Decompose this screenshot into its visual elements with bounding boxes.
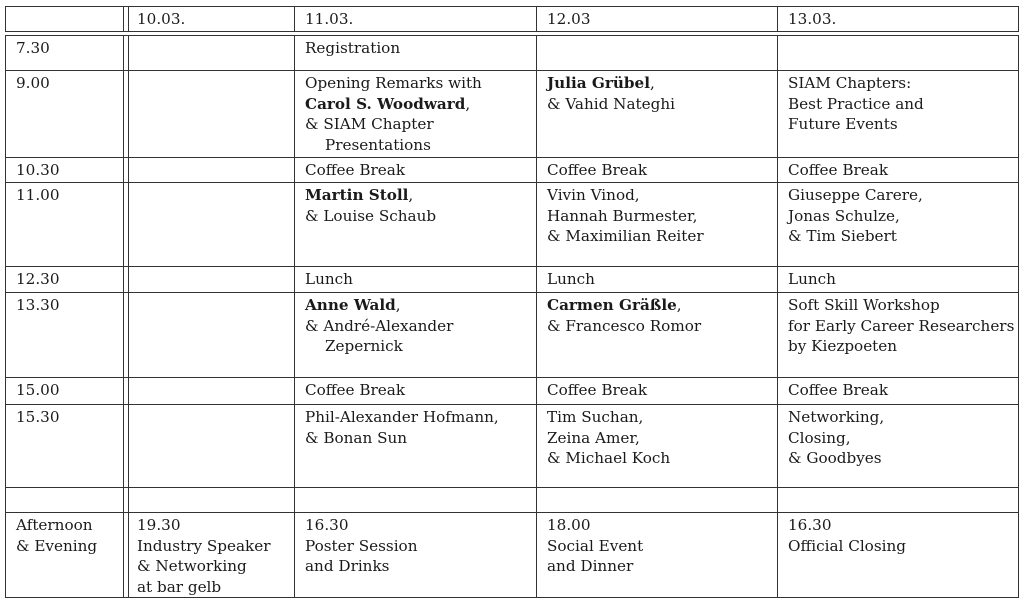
cell-text-content: Coffee Break [305,381,406,399]
session-cell [547,267,595,290]
cell-text [305,515,417,536]
session-cell [547,183,704,247]
cell-text [547,160,647,181]
cell-text [305,336,453,357]
cell-text [547,407,670,428]
session-cell [305,158,405,181]
cell-text [305,380,405,401]
time-cell [16,267,59,290]
cell-text [547,448,670,469]
cell-text: 10.03. [137,10,186,28]
cell-text [788,407,884,428]
punctuation: , [465,94,471,113]
session-cell [788,71,924,135]
cell-text [305,73,482,94]
cell-text: 7.30 [16,39,50,57]
cell-text [547,206,704,227]
cell-text [137,577,270,598]
cell-text [547,94,675,115]
cell-text: 11.00 [16,186,60,204]
cell-text [305,407,499,428]
punctuation: , [676,296,682,314]
cell-text-content: 19.30 [137,516,181,534]
cell-text [547,515,643,536]
day-header [305,7,353,30]
session-cell [305,183,436,226]
cell-text-content: Opening Remarks with [305,74,482,92]
time-cell [16,405,59,428]
session-cell [547,513,643,577]
cell-text: 13.03. [788,10,837,28]
cell-text-content: Lunch [305,270,353,288]
punctuation: , [408,186,414,204]
cell-text [788,226,923,247]
session-cell [305,513,417,577]
cell-text [547,536,643,557]
cell-text [788,428,884,449]
cell-text-content: and Dinner [547,557,634,576]
cell-text-content: and Drinks [305,557,390,576]
cell-text [547,428,670,449]
time-cell [16,71,50,94]
day-header [547,7,590,30]
cell-text [305,160,405,181]
session-cell [788,293,1014,357]
cell-text-content: Hannah Burmester, [547,206,698,225]
cell-text-content: Coffee Break [547,381,648,399]
cell-text [788,515,906,536]
cell-text-content: by Kiezpoeten [788,337,898,356]
speaker-name-line [547,295,701,316]
cell-text-content: Tim Suchan, [547,408,644,426]
table-rule [123,6,124,32]
session-cell [305,71,482,156]
cell-text-content: at bar gelb [137,578,222,597]
cell-text-content: 16.30 [788,516,832,534]
session-cell [305,378,405,401]
cell-text [788,114,924,135]
cell-text [547,316,701,337]
table-rule [777,35,778,598]
cell-text [547,185,704,206]
session-cell [788,158,888,181]
cell-text-content: Future Events [788,115,898,134]
cell-text-content: Soft Skill Workshop [788,296,940,314]
cell-text [305,556,417,577]
table-rule [5,31,1019,32]
session-cell [305,36,400,59]
session-cell [547,405,670,469]
cell-text-content: & Bonan Sun [305,428,408,447]
cell-text-content: & André-Alexander [305,316,454,335]
session-cell [788,183,923,247]
table-rule [294,6,295,32]
cell-text: 12.30 [16,270,60,288]
punctuation: , [395,296,401,314]
speaker-name: Carol S. Woodward [305,94,466,113]
time-cell [16,158,59,181]
cell-text-content: Registration [305,39,401,57]
session-cell [305,293,453,357]
session-cell [788,378,888,401]
cell-text-content: & Francesco Romor [547,316,702,335]
cell-text-content: Zepernick [325,337,403,356]
session-cell [547,293,701,336]
cell-text [788,380,888,401]
cell-text-content: & Goodbyes [788,449,882,468]
table-rule [1018,6,1019,32]
session-cell [137,513,270,598]
cell-text: 12.03 [547,10,591,28]
session-cell [305,405,499,448]
table-rule [5,6,6,32]
cell-text [305,114,482,135]
session-cell [788,405,884,469]
cell-text [788,448,884,469]
speaker-name-line [305,94,482,115]
cell-text-content: & Vahid Nateghi [547,94,675,113]
cell-text [305,38,400,59]
cell-text-content: Presentations [325,136,431,155]
cell-text [305,206,436,227]
cell-text [305,428,499,449]
cell-text-content: & Louise Schaub [305,206,437,225]
cell-text [305,316,453,337]
time-cell [16,293,59,316]
table-rule [1018,35,1019,598]
cell-text-content: Jonas Schulze, [788,206,900,225]
cell-text-content: Giuseppe Carere, [788,186,923,204]
cell-text-content: Lunch [788,270,836,288]
cell-text [547,380,647,401]
cell-text-content: Industry Speaker [137,536,271,555]
cell-text [547,269,595,290]
cell-text-content: Coffee Break [305,161,406,179]
cell-text: & Evening [16,536,98,555]
cell-text [788,316,1014,337]
cell-text-content: Lunch [547,270,595,288]
speaker-name-line [305,295,453,316]
cell-text: 13.30 [16,296,60,314]
cell-text [788,206,923,227]
time-cell [16,378,59,401]
cell-text-content: Official Closing [788,536,906,555]
day-header [137,7,185,30]
punctuation: , [649,74,655,92]
cell-text-content: Vivin Vinod, [547,186,640,204]
speaker-name-line [305,185,436,206]
cell-text [137,536,270,557]
session-cell [788,267,836,290]
cell-text [788,185,923,206]
cell-text-content: & Tim Siebert [788,227,897,246]
cell-text [788,536,906,557]
cell-text [137,556,270,577]
time-cell [16,183,59,206]
table-rule [777,6,778,32]
speaker-name: Martin Stoll [305,186,409,204]
cell-text-content: SIAM Chapters: [788,74,912,92]
cell-text-content: & Maximilian Reiter [547,227,704,246]
session-cell [305,267,353,290]
cell-text [305,269,353,290]
cell-text [547,556,643,577]
cell-text-content: 18.00 [547,516,591,534]
cell-text [788,269,836,290]
table-rule [128,35,129,598]
cell-text [788,295,1014,316]
table-rule [128,6,129,32]
cell-text: 11.03. [305,10,354,28]
table-rule [294,35,295,598]
cell-text [788,160,888,181]
cell-text [305,536,417,557]
cell-text-content: Best Practice and [788,94,924,113]
cell-text [547,226,704,247]
session-cell [547,158,647,181]
speaker-name: Carmen Gräßle [547,296,677,314]
time-cell [16,36,50,59]
cell-text-content: Networking, [788,408,885,426]
table-rule [536,6,537,32]
cell-text-content: Zeina Amer, [547,428,640,447]
cell-text [788,336,1014,357]
cell-text-content: & Networking [137,557,247,576]
cell-text-content: Poster Session [305,536,418,555]
cell-text-content: Closing, [788,428,851,447]
cell-text-content: & Michael Koch [547,449,671,468]
session-cell [547,378,647,401]
cell-text-content: for Early Career Researchers [788,316,1015,335]
table-rule [5,35,6,598]
table-rule [5,487,1019,488]
cell-text-content: Phil-Alexander Hofmann, [305,408,499,426]
cell-text [137,515,270,536]
cell-text-content: 16.30 [305,516,349,534]
cell-text: 9.00 [16,74,50,92]
cell-text: 15.30 [16,408,60,426]
cell-text-content: Coffee Break [788,161,889,179]
speaker-name-line [547,73,675,94]
speaker-name: Anne Wald [305,296,396,314]
time-cell [16,513,97,556]
session-cell [788,513,906,556]
cell-text: 10.30 [16,161,60,179]
table-rule [536,35,537,598]
day-header [788,7,836,30]
session-cell [547,71,675,114]
speaker-name: Julia Grübel [547,74,650,92]
cell-text-content: Coffee Break [547,161,648,179]
table-rule [5,35,1019,36]
table-rule [123,35,124,598]
cell-text-content: & SIAM Chapter [305,115,434,134]
cell-text: Afternoon [16,516,93,534]
cell-text [305,135,482,156]
table-rule [5,266,1019,267]
cell-text-content: Social Event [547,536,644,555]
cell-text [788,94,924,115]
cell-text: 15.00 [16,381,60,399]
cell-text-content: Coffee Break [788,381,889,399]
cell-text [788,73,924,94]
